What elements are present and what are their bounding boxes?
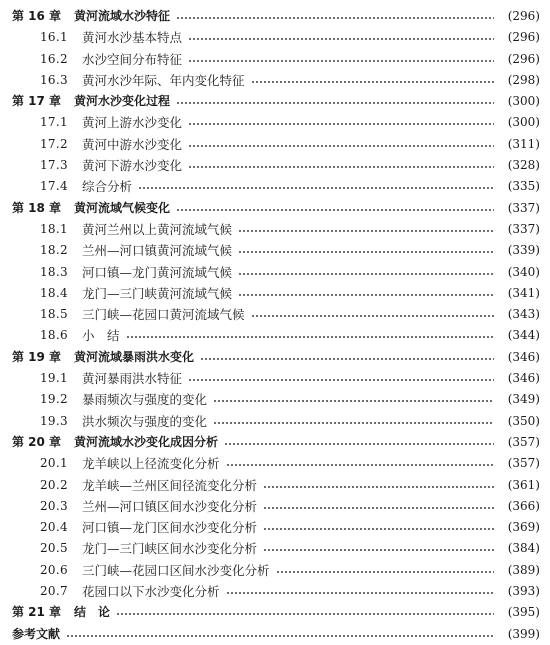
dot-leader	[238, 219, 494, 240]
section-number: 17.3	[40, 158, 68, 173]
toc-chapter-row[interactable]	[0, 432, 550, 453]
section-number: 20.3	[40, 498, 68, 513]
table-of-contents	[0, 6, 550, 645]
section-title: 花园口以下水沙变化分析	[82, 584, 220, 600]
toc-entry-heading	[40, 538, 257, 559]
dot-leader	[263, 496, 494, 517]
chapter-title: 黄河水沙变化过程	[74, 94, 171, 109]
dot-leader	[226, 453, 494, 474]
page-number: (339)	[507, 243, 540, 258]
toc-entry-heading	[12, 602, 110, 623]
dot-leader	[251, 70, 494, 91]
dot-leader	[188, 134, 494, 155]
toc-section-row[interactable]	[0, 368, 550, 389]
section-number: 19.3	[40, 413, 68, 428]
dot-leader	[263, 475, 494, 496]
section-number: 18.5	[40, 307, 68, 322]
page-number: (337)	[507, 200, 540, 215]
toc-entry-heading	[40, 27, 182, 48]
dot-leader	[188, 368, 494, 389]
section-title: 兰州—河口镇区间水沙变化分析	[82, 498, 258, 514]
toc-section-row[interactable]	[0, 411, 550, 432]
toc-entry-heading	[40, 240, 232, 261]
page-number: (366)	[507, 498, 540, 513]
page-number: (298)	[507, 72, 540, 87]
toc-entry-heading	[40, 560, 270, 581]
page-number: (393)	[507, 584, 540, 599]
dot-leader	[263, 517, 494, 538]
page-number: (346)	[507, 371, 540, 386]
section-title: 黄河兰州以上黄河流域气候	[82, 221, 233, 237]
toc-section-row[interactable]	[0, 283, 550, 304]
dot-leader	[176, 198, 494, 219]
toc-entry-heading	[12, 347, 194, 368]
page-number: (341)	[507, 285, 540, 300]
section-number: 20.2	[40, 477, 68, 492]
dot-leader	[66, 624, 494, 645]
section-number: 19.1	[40, 371, 68, 386]
dot-leader	[238, 240, 494, 261]
page-number: (389)	[507, 562, 540, 577]
toc-entry-heading	[40, 581, 220, 602]
page-number: (300)	[507, 94, 540, 109]
page-number: (311)	[507, 136, 540, 151]
dot-leader	[116, 602, 494, 623]
section-title: 黄河上游水沙变化	[82, 115, 183, 131]
dot-leader	[126, 325, 494, 346]
toc-entry-heading	[40, 368, 182, 389]
toc-entry-heading	[40, 283, 232, 304]
page-number: (369)	[507, 520, 540, 535]
toc-entry-heading	[40, 70, 245, 91]
section-title: 龙门—三门峡黄河流域气候	[82, 285, 233, 301]
dot-leader	[276, 560, 494, 581]
chapter-title: 参考文献	[12, 626, 61, 641]
page-number: (349)	[507, 392, 540, 407]
page-number: (361)	[507, 477, 540, 492]
section-number: 16.3	[40, 72, 68, 87]
section-number: 18.3	[40, 264, 68, 279]
page-number: (395)	[507, 605, 540, 620]
dot-leader	[224, 432, 494, 453]
section-number: 17.4	[40, 179, 68, 194]
toc-section-row[interactable]	[0, 176, 550, 197]
toc-entry-heading	[40, 453, 220, 474]
toc-section-row[interactable]	[0, 453, 550, 474]
section-number: 16.2	[40, 51, 68, 66]
toc-section-row[interactable]	[0, 517, 550, 538]
toc-entry-heading	[40, 134, 182, 155]
toc-section-row[interactable]	[0, 325, 550, 346]
dot-leader	[188, 27, 494, 48]
dot-leader	[176, 91, 494, 112]
chapter-number: 第 19 章	[12, 349, 62, 364]
toc-entry-heading	[40, 325, 120, 346]
toc-entry-heading	[40, 262, 232, 283]
page-number: (328)	[507, 158, 540, 173]
section-number: 16.1	[40, 30, 68, 45]
toc-section-row[interactable]	[0, 155, 550, 176]
section-title: 三门峡—花园口区间水沙变化分析	[82, 562, 270, 578]
toc-section-row[interactable]	[0, 475, 550, 496]
section-number: 20.1	[40, 456, 68, 471]
chapter-number: 第 21 章	[12, 605, 62, 620]
toc-section-row[interactable]	[0, 112, 550, 133]
dot-leader	[238, 283, 494, 304]
section-title: 龙门—三门峡区间水沙变化分析	[82, 541, 258, 557]
toc-section-row[interactable]	[0, 240, 550, 261]
dot-leader	[263, 538, 494, 559]
section-number: 18.6	[40, 328, 68, 343]
toc-entry-heading	[40, 155, 182, 176]
section-title: 综合分析	[82, 179, 133, 195]
toc-section-row[interactable]	[0, 496, 550, 517]
page-number: (300)	[507, 115, 540, 130]
toc-entry-heading	[40, 475, 257, 496]
section-number: 18.1	[40, 221, 68, 236]
page-number: (357)	[507, 434, 540, 449]
page-number: (350)	[507, 413, 540, 428]
toc-section-row[interactable]	[0, 538, 550, 559]
toc-section-row[interactable]	[0, 262, 550, 283]
page-number: (340)	[507, 264, 540, 279]
chapter-title: 黄河流域气候变化	[74, 200, 171, 215]
dot-leader	[251, 304, 494, 325]
dot-leader	[176, 6, 494, 27]
toc-entry-heading	[40, 219, 232, 240]
toc-chapter-row[interactable]	[0, 198, 550, 219]
toc-entry-heading	[40, 411, 207, 432]
page-number: (357)	[507, 456, 540, 471]
toc-section-row[interactable]	[0, 49, 550, 70]
toc-section-row[interactable]	[0, 27, 550, 48]
section-number: 17.1	[40, 115, 68, 130]
dot-leader	[238, 262, 494, 283]
chapter-title: 结 论	[74, 605, 111, 620]
section-title: 黄河暴雨洪水特征	[82, 371, 183, 387]
toc-section-row[interactable]	[0, 70, 550, 91]
chapter-title: 黄河流域水沙变化成因分析	[74, 434, 219, 449]
toc-entry-heading	[40, 112, 182, 133]
page-number: (346)	[507, 349, 540, 364]
page-number: (335)	[507, 179, 540, 194]
section-number: 18.2	[40, 243, 68, 258]
toc-chapter-row[interactable]	[0, 91, 550, 112]
section-number: 20.7	[40, 584, 68, 599]
chapter-title: 黄河流域暴雨洪水变化	[74, 349, 195, 364]
chapter-number: 第 18 章	[12, 200, 62, 215]
section-title: 黄河下游水沙变化	[82, 158, 183, 174]
section-number: 20.5	[40, 541, 68, 556]
toc-section-row[interactable]	[0, 560, 550, 581]
page-number: (296)	[507, 51, 540, 66]
dot-leader	[213, 411, 494, 432]
toc-entry-heading	[40, 389, 207, 410]
section-title: 龙羊峡—兰州区间径流变化分析	[82, 477, 258, 493]
toc-section-row[interactable]	[0, 304, 550, 325]
page-number: (337)	[507, 221, 540, 236]
toc-entry-heading	[12, 624, 60, 645]
toc-entry-heading	[40, 49, 182, 70]
section-number: 20.4	[40, 520, 68, 535]
section-title: 黄河水沙年际、年内变化特征	[82, 72, 245, 88]
dot-leader	[188, 49, 494, 70]
dot-leader	[226, 581, 494, 602]
section-title: 兰州—河口镇黄河流域气候	[82, 243, 233, 259]
dot-leader	[200, 347, 494, 368]
section-title: 水沙空间分布特征	[82, 51, 183, 67]
toc-entry-heading	[40, 176, 132, 197]
toc-chapter-row[interactable]	[0, 347, 550, 368]
page-number: (384)	[507, 541, 540, 556]
section-number: 19.2	[40, 392, 68, 407]
page-number: (296)	[507, 9, 540, 23]
chapter-title: 黄河流域水沙特征	[74, 9, 171, 23]
toc-entry-heading	[12, 432, 218, 453]
section-title: 暴雨频次与强度的变化	[82, 392, 208, 408]
toc-entry-heading	[40, 496, 257, 517]
toc-chapter-row[interactable]	[0, 6, 550, 27]
section-title: 洪水频次与强度的变化	[82, 413, 208, 429]
chapter-number: 第 16 章	[12, 9, 62, 23]
section-title: 河口镇—龙门区间水沙变化分析	[82, 520, 258, 536]
page-number: (344)	[507, 328, 540, 343]
page-number: (296)	[507, 30, 540, 45]
dot-leader	[188, 155, 494, 176]
page-number: (343)	[507, 307, 540, 322]
toc-entry-heading	[40, 304, 245, 325]
chapter-number: 第 20 章	[12, 434, 62, 449]
toc-chapter-row[interactable]	[0, 624, 550, 645]
toc-section-row[interactable]	[0, 134, 550, 155]
section-number: 17.2	[40, 136, 68, 151]
section-title: 龙羊峡以上径流变化分析	[82, 456, 220, 472]
toc-chapter-row[interactable]	[0, 602, 550, 623]
toc-section-row[interactable]	[0, 389, 550, 410]
section-title: 小 结	[82, 328, 120, 344]
page-number: (399)	[507, 626, 540, 641]
section-title: 黄河中游水沙变化	[82, 136, 183, 152]
chapter-number: 第 17 章	[12, 94, 62, 109]
toc-section-row[interactable]	[0, 219, 550, 240]
section-title: 三门峡—花园口黄河流域气候	[82, 307, 245, 323]
section-number: 20.6	[40, 562, 68, 577]
dot-leader	[188, 112, 494, 133]
toc-entry-heading	[12, 91, 170, 112]
section-number: 18.4	[40, 285, 68, 300]
section-title: 河口镇—龙门黄河流域气候	[82, 264, 233, 280]
toc-entry-heading	[40, 517, 257, 538]
dot-leader	[213, 389, 494, 410]
toc-entry-heading	[12, 6, 170, 27]
dot-leader	[138, 176, 494, 197]
toc-section-row[interactable]	[0, 581, 550, 602]
toc-entry-heading	[12, 198, 170, 219]
section-title: 黄河水沙基本特点	[82, 30, 183, 46]
